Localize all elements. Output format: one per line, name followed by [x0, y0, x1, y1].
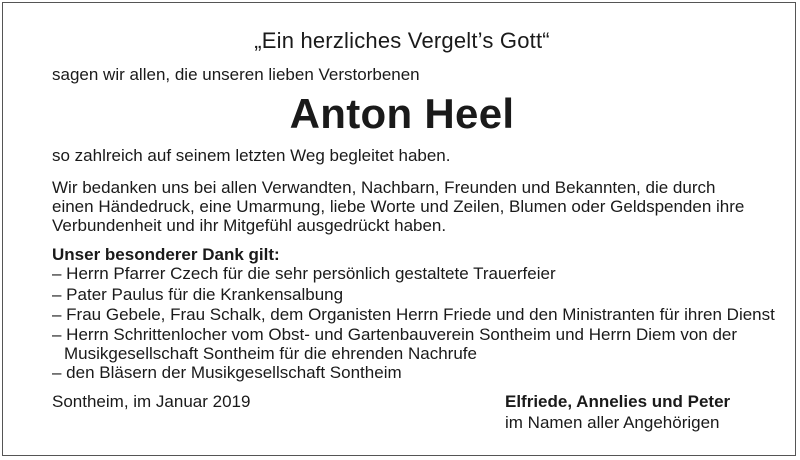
notice-heading: „Ein herzliches Vergelt’s Gott“	[254, 28, 550, 53]
special-thanks-item: – Frau Gebele, Frau Schalk, dem Organisten Herrn Friede und den Ministranten für ihren Dienst	[52, 305, 775, 324]
thanks-paragraph-line: einen Händedruck, eine Umarmung, liebe Worte und Zeilen, Blumen oder Geldspenden ihre	[52, 197, 745, 216]
special-thanks-item: – den Bläsern der Musikgesellschaft Sontheim	[52, 363, 402, 382]
followup-text: so zahlreich auf seinem letzten Weg begleitet haben.	[52, 146, 451, 165]
deceased-name: Anton Heel	[289, 90, 515, 137]
special-thanks-item: – Pater Paulus für die Krankensalbung	[52, 285, 344, 304]
on-behalf-text: im Namen aller Angehörigen	[505, 413, 720, 432]
thanks-paragraph-line: Wir bedanken uns bei allen Verwandten, Nachbarn, Freunden und Bekannten, die durch	[52, 178, 716, 197]
special-thanks-item: – Herrn Pfarrer Czech für die sehr persönlich gestaltete Trauerfeier	[52, 264, 556, 283]
special-thanks-item-continuation: Musikgesellschaft Sontheim für die ehrenden Nachrufe	[64, 344, 477, 363]
special-thanks-item: – Herrn Schrittenlocher vom Obst- und Gartenbauverein Sontheim und Herrn Diem von der	[52, 325, 738, 344]
thanks-paragraph-line: Verbundenheit und ihr Mitgefühl ausgedrückt haben.	[52, 216, 447, 235]
intro-text: sagen wir allen, die unseren lieben Verstorbenen	[52, 65, 420, 84]
special-thanks-title: Unser besonderer Dank gilt:	[52, 245, 280, 264]
place-date: Sontheim, im Januar 2019	[52, 392, 251, 411]
signatories: Elfriede, Annelies und Peter	[505, 392, 731, 411]
